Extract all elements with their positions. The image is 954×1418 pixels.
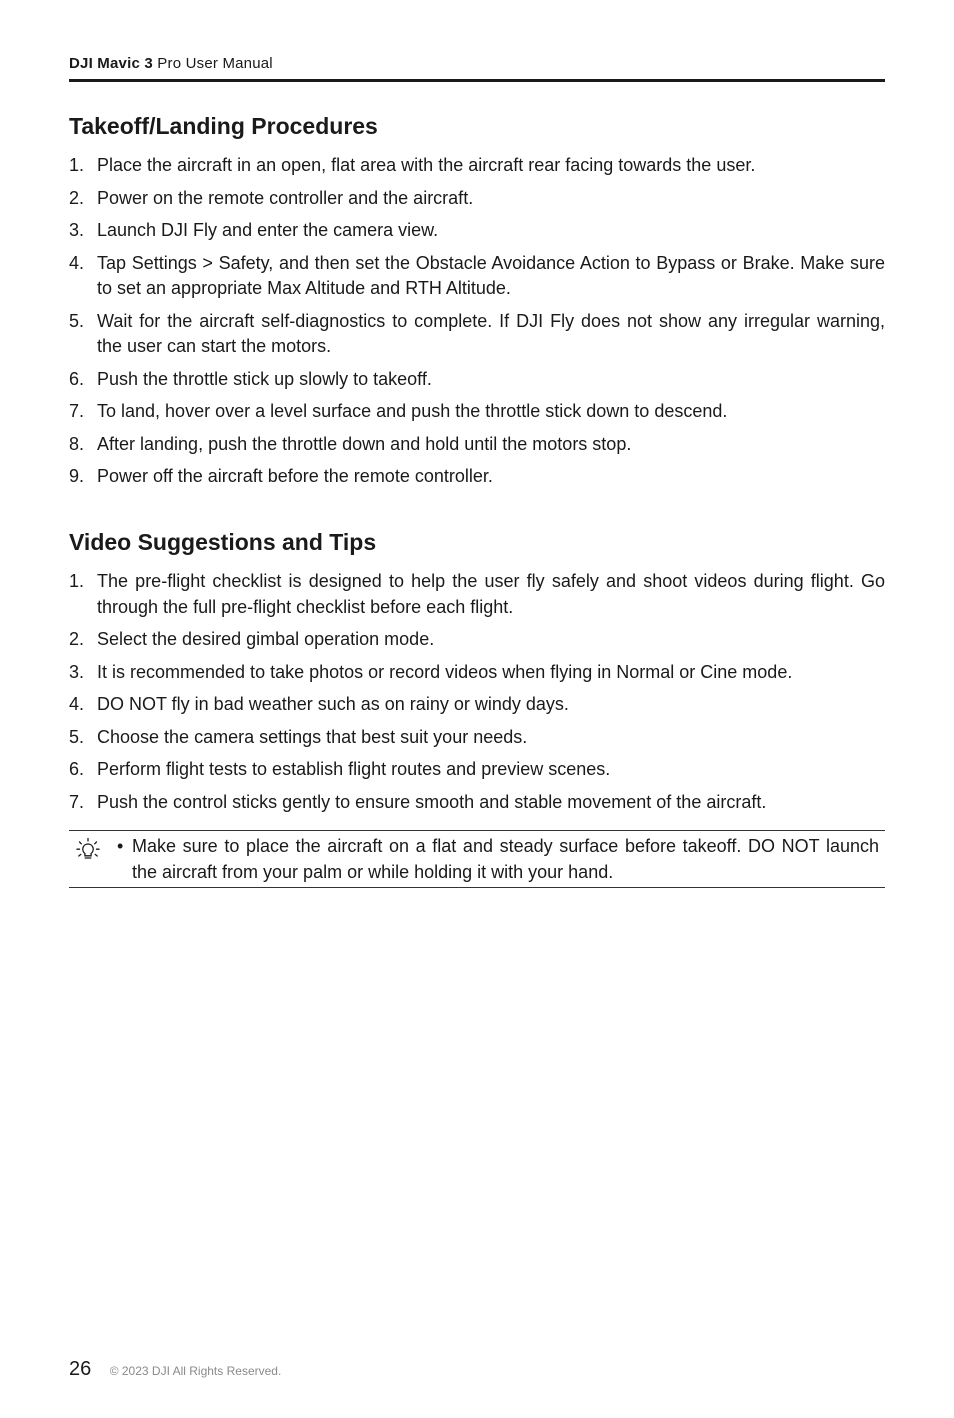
list-item-number: 6. [69,368,85,389]
list-item-text: To land, hover over a level surface and push the throttle stick down to descend. [97,401,728,421]
list-item-text: Tap Settings > Safety, and then set the Obstacle Avoidance Action to Bypass or Brake. Make sure to set an appropriate Max Altitude and RTH Altitude. [97,252,885,298]
list-item [69,627,885,653]
list-item-text: After landing, push the throttle down and hold until the motors stop. [97,433,632,454]
list-item-text: Launch DJI Fly and enter the camera view. [97,220,439,240]
list-item-number: 3. [69,661,85,682]
list-item-number: 3. [69,220,85,240]
tip-text [117,834,879,885]
list-item [69,660,885,686]
list-item-text: It is recommended to take photos or record videos when flying in Normal or Cine mode. [97,661,793,682]
header-divider [69,79,885,82]
list-item-number: 5. [69,726,85,747]
video-tips-list [69,569,885,822]
list-item-number: 5. [69,310,85,331]
section-title-takeoff-landing: Takeoff/Landing Procedures [69,113,378,139]
list-item-number: 6. [69,759,85,779]
page-header [69,55,885,72]
list-item [69,218,885,244]
list-item [69,367,885,393]
list-item-number: 2. [69,629,85,649]
list-item-number: 2. [69,187,85,208]
header-brand: DJI Mavic 3 [69,55,153,72]
section-title-video-tips: Video Suggestions and Tips [69,529,377,555]
list-item [69,464,885,490]
list-item-number: 9. [69,466,85,486]
list-item [69,757,885,783]
list-item [69,725,885,751]
list-item-number: 7. [69,791,85,812]
lightbulb-icon [75,837,101,863]
list-item [69,569,885,620]
list-item-text: Power off the aircraft before the remote controller. [97,466,493,486]
list-item-number: 7. [69,401,85,421]
list-item-text: Power on the remote controller and the aircraft. [97,187,474,208]
list-item-text: Wait for the aircraft self-diagnostics to complete. If DJI Fly does not show any irregular warning, the user can start the motors. [97,310,885,356]
list-item [69,251,885,302]
list-item-text: Push the throttle stick up slowly to takeoff. [97,368,432,389]
list-item-number: 1. [69,571,85,591]
list-item-number: 4. [69,694,85,714]
page-footer [69,1358,281,1381]
list-item-text: Place the aircraft in an open, flat area with the aircraft rear facing towards the user. [97,155,756,175]
list-item [69,692,885,718]
tip-box [69,830,885,888]
list-item-text: Push the control sticks gently to ensure smooth and stable movement of the aircraft. [97,791,767,812]
list-item-text: Choose the camera settings that best suit your needs. [97,726,528,747]
list-item [69,153,885,179]
list-item [69,186,885,212]
page-number: 26 [69,1358,92,1380]
takeoff-landing-list [69,153,885,497]
list-item [69,309,885,360]
list-item-text: Perform flight tests to establish flight routes and preview scenes. [97,759,611,779]
list-item [69,399,885,425]
tip-body: Make sure to place the aircraft on a flat and steady surface before takeoff. DO NOT launch the aircraft from your palm or while holding it with your hand. [132,836,879,882]
list-item-number: 1. [69,155,85,175]
copyright-text: © 2023 DJI All Rights Reserved. [109,1364,282,1378]
list-item [69,790,885,816]
tip-bullet: • [117,836,124,856]
list-item-number: 8. [69,433,85,454]
header-subtitle: Pro User Manual [157,55,273,72]
list-item-text: Select the desired gimbal operation mode. [97,629,435,649]
list-item-text: DO NOT fly in bad weather such as on rainy or windy days. [97,694,569,714]
list-item-number: 4. [69,252,85,273]
list-item [69,432,885,458]
list-item-text: The pre-flight checklist is designed to help the user fly safely and shoot videos during flight. Go through the full pre-flight checklist before each flight. [97,571,885,617]
